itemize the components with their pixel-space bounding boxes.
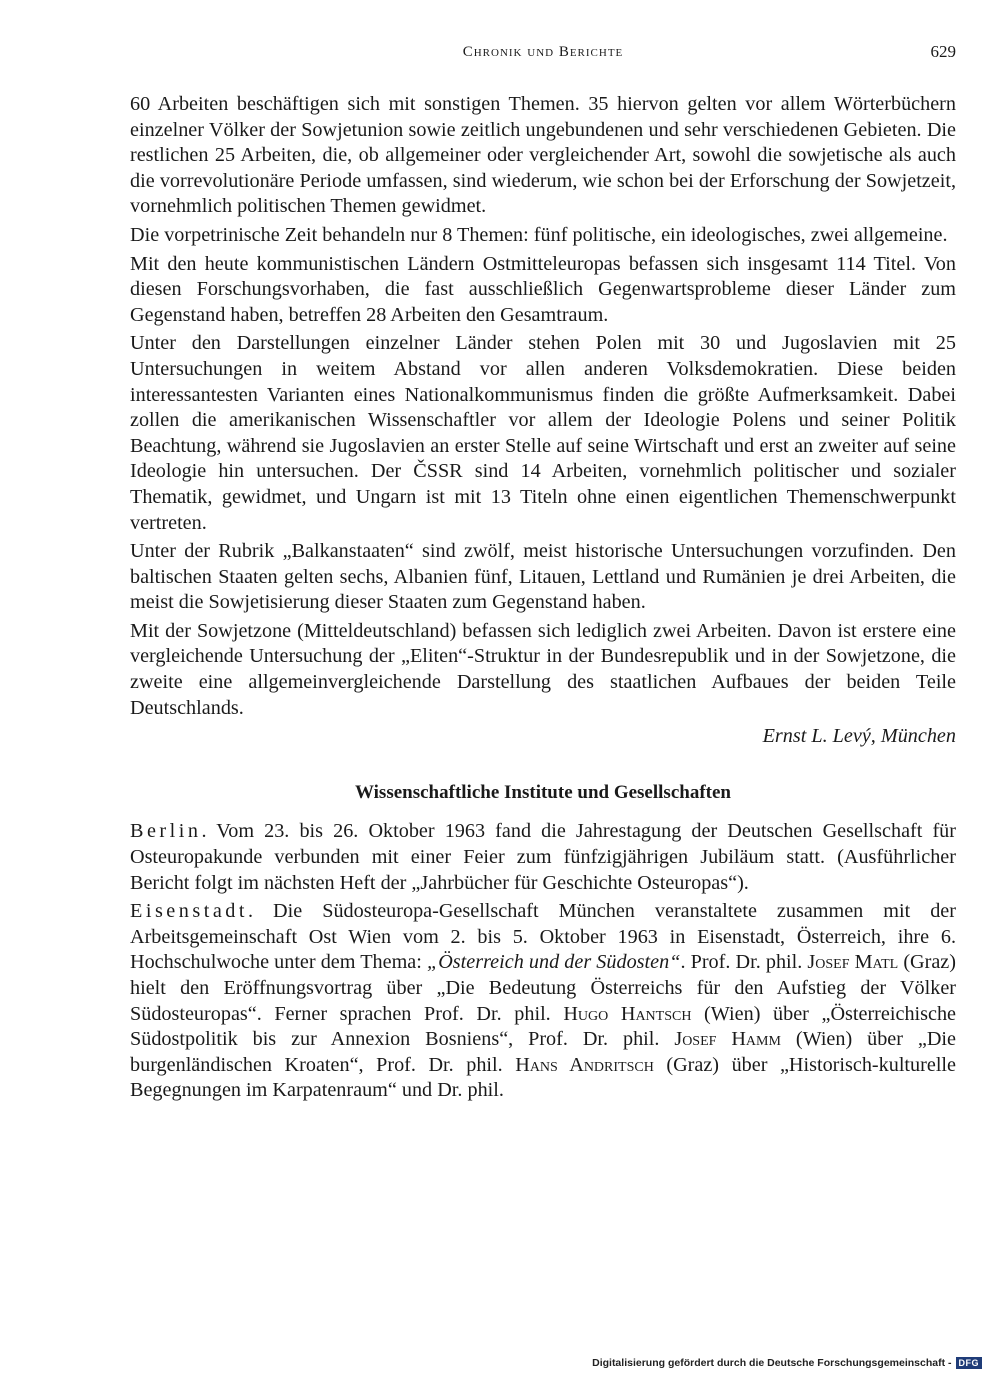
digitization-footer — [592, 1357, 982, 1369]
paragraph: Unter der Rubrik „Balkanstaaten“ sind zwölf, meist historische Untersuchungen vorzufinden. Den baltischen Staaten gelten sechs, Albanien fünf, Litauen, Lettland und Rumänien je drei Arbeiten, die meist die Sowjetisierung dieser Staaten zum Gegenstand haben. — [130, 540, 956, 614]
running-head — [130, 44, 956, 68]
author-signature: Ernst L. Levý, München — [762, 725, 956, 748]
paragraph-text: (Wien) über „Österreichische Südostpolitik bis zur Annexion Bosniens“, Prof. Dr. phil. — [130, 1002, 957, 1051]
running-title: Chronik und Berichte — [462, 44, 624, 60]
conference-theme: „Österreich und der Südosten“ — [426, 951, 681, 974]
paragraph: 60 Arbeiten beschäftigen sich mit sonstigen Themen. 35 hiervon gelten vor allem Wörterbüchern einzelner Völker der Sowjetunion sowie zeitlich ungebundenen und sehr verschiedenen Gebieten. Die restlichen 25 Arbeiten, die, ob allgemeiner oder vergleichender Art, sowohl die sowjetische als auch die vorrevolutionäre Periode umfassen, sind wiederum, wie schon bei der Erforschung der Sowjetzeit, vornehmlich politischen Themen gewidmet. — [130, 93, 956, 218]
page-number: 629 — [930, 42, 956, 61]
paragraph: Unter den Darstellungen einzelner Länder stehen Polen mit 30 und Jugoslavien mit 25 Untersuchungen in weitem Abstand vor allen anderen Volksdemokratien. Diese beiden interessantesten Varianten eines Nationalkommunismus finden die größte Aufmerksamkeit. Dabei zollen die amerikanischen Wissenschaftler vor allem der Ideologie Polens und seiner Politik Beachtung, während sie Jugoslavien an erster Stelle auf seine Wirtschaft und erst an zweiter auf seine Ideologie hin untersuchen. Der ČSSR sind 14 Arbeiten, vornehmlich politischer und sozialer Thematik, gewidmet, und Ungarn ist mit 13 Titeln ohne einen eigentlichen Themenschwerpunkt vertreten. — [130, 332, 956, 534]
paragraph-text: . Vom 23. bis 26. Oktober 1963 fand die Jahrestagung der Deutschen Gesellschaft für Osteuropakunde verbunden mit einer Feier zum fünfzigjährigen Jubiläum statt. (Ausführlicher Bericht folgt im nächsten Heft der „Jahrbücher für Geschichte Osteuropas“). — [130, 820, 956, 894]
dfg-logo-icon: DFG — [956, 1357, 983, 1369]
place-name: Eisenstadt — [130, 900, 248, 923]
body-text — [130, 92, 956, 1107]
paragraph-text: (Graz) hielt den Eröffnungsvortrag über „Die Bedeutung Österreichs für den Aufstieg der Völker Südosteuropas“. Ferner sprachen Prof. Dr. phil. — [130, 951, 956, 1025]
paragraph-eisenstadt — [130, 899, 956, 1104]
person-name: Hugo Hantsch — [563, 1002, 692, 1025]
paragraph: Mit den heute kommunistischen Ländern Ostmitteleuropas befassen sich insgesamt 114 Titel. Von diesen Forschungsvorhaben, die fast ausschließlich Gegenwartsprobleme dieser Länder zum Gegenstand haben, betreffen 28 Arbeiten den Gesamtraum. — [130, 252, 956, 326]
person-name: Josef Matl — [807, 951, 899, 974]
paragraph: Mit der Sowjetzone (Mitteldeutschland) befassen sich lediglich zwei Arbeiten. Davon ist erstere eine vergleichende Untersuchung der „Eliten“-Struktur in der Bundesrepublik und in der Sowjetzone, die zweite eine allgemeinvergleichende Darstellung des staatlichen Aufbaues der beiden Teile Deutschlands. — [130, 619, 956, 719]
footer-text: Digitalisierung gefördert durch die Deutsche Forschungsgemeinschaft - — [592, 1357, 952, 1369]
place-name: Berlin — [130, 820, 202, 843]
section-heading: Wissenschaftliche Institute und Gesellschaften — [355, 781, 731, 803]
paragraph-berlin — [130, 819, 956, 896]
paragraph: Die vorpetrinische Zeit behandeln nur 8 Themen: fünf politische, ein ideologisches, zwei allgemeine. — [130, 223, 948, 246]
person-name: Hans Andritsch — [515, 1053, 654, 1076]
paragraph-text: (Graz) über „Historisch-kulturelle Begegnungen im Karpatenraum“ und Dr. phil. — [130, 1053, 956, 1102]
paragraph-text: . Prof. Dr. phil. — [680, 951, 808, 974]
paragraph-text: . Die Südosteuropa-Gesellschaft München veranstaltete zusammen mit der Arbeitsgemeinschaft Ost Wien vom 2. bis 5. Oktober 1963 in Eisenstadt, Österreich, ihre 6. Hochschulwoche unter dem Thema: — [130, 900, 956, 974]
person-name: Josef Hamm — [674, 1028, 781, 1051]
paragraph-text: (Wien) über „Die burgenländischen Kroaten“, Prof. Dr. phil. — [130, 1028, 956, 1076]
